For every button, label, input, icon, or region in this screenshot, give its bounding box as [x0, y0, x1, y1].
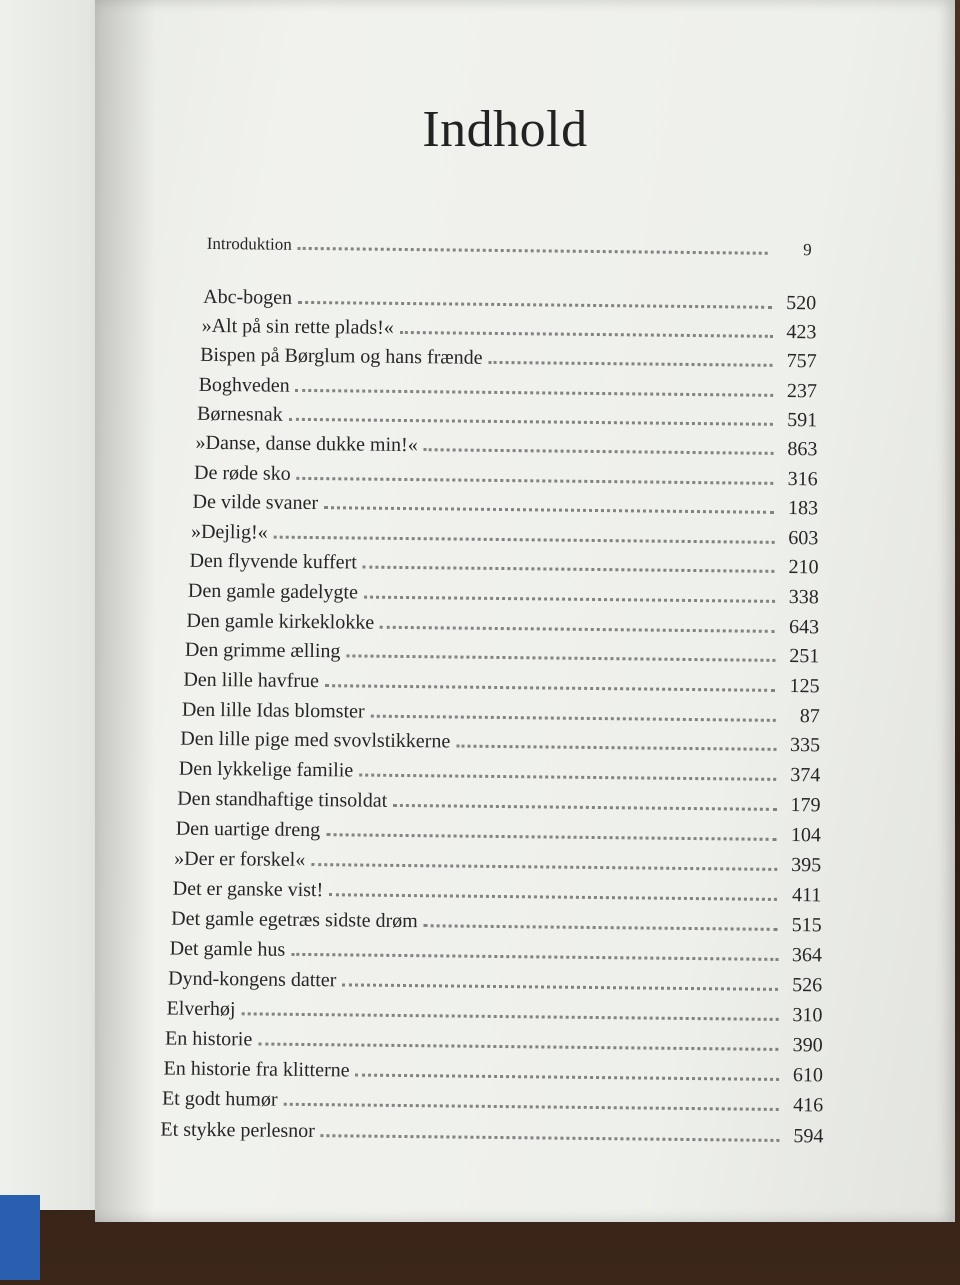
toc-page-number: 237: [786, 379, 818, 403]
page-title: Indhold: [422, 101, 588, 158]
toc-page-number: 310: [792, 1003, 823, 1027]
toc-page-number: 423: [786, 321, 817, 344]
toc-page-number: 395: [791, 853, 822, 877]
dot-leader: [371, 694, 776, 721]
dot-leader: [364, 575, 775, 602]
dot-leader: [321, 1114, 780, 1142]
toc-page-number: 335: [789, 734, 821, 757]
toc-entry-title: Den flyvende kuffert: [189, 550, 357, 574]
dot-leader: [324, 486, 774, 514]
dot-leader: [363, 546, 775, 573]
dot-leader: [325, 664, 776, 692]
dot-leader: [298, 281, 772, 309]
toc-page-number: 603: [788, 526, 819, 550]
dot-leader: [326, 813, 777, 841]
toc-entry-title: »Dejlig!«: [190, 520, 268, 544]
toc-page-number: 179: [790, 793, 821, 817]
dot-leader: [274, 515, 775, 543]
toc-page-number: 251: [789, 645, 820, 668]
toc-entry-title: »Der er forskel«: [174, 847, 306, 871]
toc-page-number: 863: [787, 438, 818, 461]
toc-page-number: 210: [788, 556, 819, 579]
toc-page-number: 757: [786, 350, 817, 373]
toc-entry-title: Den gamle kirkeklokke: [186, 609, 375, 634]
dot-leader: [298, 230, 768, 255]
toc-page-number: 125: [789, 674, 820, 698]
toc-entry-title: Et stykke perlesnor: [160, 1118, 316, 1142]
dot-leader: [456, 725, 776, 751]
toc-intro-row: [207, 229, 812, 260]
toc-entry-title: Elverhøj: [166, 997, 236, 1021]
dot-leader: [311, 843, 777, 871]
toc-page-number: 591: [787, 409, 818, 432]
toc-entry-title: »Alt på sin rette plads!«: [201, 315, 394, 340]
toc-page-number: 416: [793, 1094, 824, 1117]
dot-leader: [393, 784, 777, 811]
toc-page-number: 411: [792, 883, 822, 907]
toc-page-number: 364: [791, 943, 823, 967]
toc-page-number: 87: [799, 704, 820, 727]
dot-leader: [342, 963, 778, 991]
toc-page-number: 390: [792, 1034, 823, 1057]
toc-page-number: 374: [790, 764, 821, 787]
toc-entry-title: Et godt humør: [161, 1087, 278, 1112]
toc-page-number: 9: [803, 240, 812, 260]
toc-page-number: 515: [791, 913, 822, 937]
toc-entry-title: Den lille pige med svovlstikkerne: [180, 727, 451, 753]
toc-entry-title: Børnesnak: [197, 402, 283, 426]
dot-leader: [359, 754, 776, 781]
toc-entry-title: De røde sko: [193, 461, 291, 485]
dot-leader: [424, 904, 778, 931]
toc-page-number: 183: [787, 497, 819, 520]
toc-entry-title: Den grimme ælling: [184, 638, 341, 663]
dot-leader: [291, 932, 778, 960]
toc-entry-title: Den uartige dreng: [175, 817, 321, 841]
dot-leader: [356, 1054, 780, 1081]
toc-entry-title: Den lykkelige familie: [178, 757, 354, 782]
toc-entry-title: Det gamle hus: [169, 937, 286, 961]
toc-entry-title: En historie: [164, 1027, 253, 1051]
toc-entry-title: Den standhaftige tinsoldat: [177, 787, 388, 812]
toc-page-number: 316: [787, 467, 818, 491]
toc-entry-title: Den lille Idas blomster: [181, 698, 365, 723]
toc-entry-title: Den gamle gadelygte: [187, 579, 359, 604]
dot-leader: [296, 369, 773, 397]
dot-leader: [241, 992, 778, 1021]
toc-page-number: 643: [788, 615, 820, 638]
toc-page-number: 610: [792, 1064, 824, 1087]
dot-leader: [297, 457, 774, 485]
toc-entry-title: Bispen på Børglum og hans frænde: [200, 344, 483, 370]
dot-leader: [424, 429, 774, 456]
dot-leader: [488, 341, 772, 367]
dot-leader: [258, 1022, 779, 1050]
toc-entry-title: Introduktion: [206, 233, 292, 254]
dot-leader: [283, 1083, 779, 1111]
toc-entry-title: Boghveden: [198, 373, 290, 397]
toc-entry-title: »Danse, danse dukke min!«: [195, 432, 418, 457]
dot-leader: [400, 311, 773, 338]
toc-page-number: 104: [790, 823, 821, 847]
toc-page-number: 338: [788, 585, 819, 609]
toc-entry-title: Abc-bogen: [203, 285, 293, 309]
toc-entry-title: Det gamle egetræs sidste drøm: [171, 907, 418, 932]
toc-entry-title: En historie fra klitterne: [163, 1057, 350, 1082]
toc-entry-title: Det er ganske vist!: [172, 877, 324, 901]
toc-page-number: 520: [786, 291, 817, 315]
dot-leader: [289, 398, 774, 426]
toc-entry-title: De vilde svaner: [192, 491, 319, 515]
toc-entry-title: Dynd-kongens datter: [168, 967, 337, 992]
toc-page-number: 594: [793, 1124, 824, 1148]
dot-leader: [346, 635, 775, 662]
dot-leader: [380, 605, 775, 632]
toc-row: [160, 1112, 823, 1148]
toc-entry-title: Den lille havfrue: [183, 668, 320, 692]
dot-leader: [329, 873, 777, 901]
toc-page-number: 526: [792, 973, 823, 997]
